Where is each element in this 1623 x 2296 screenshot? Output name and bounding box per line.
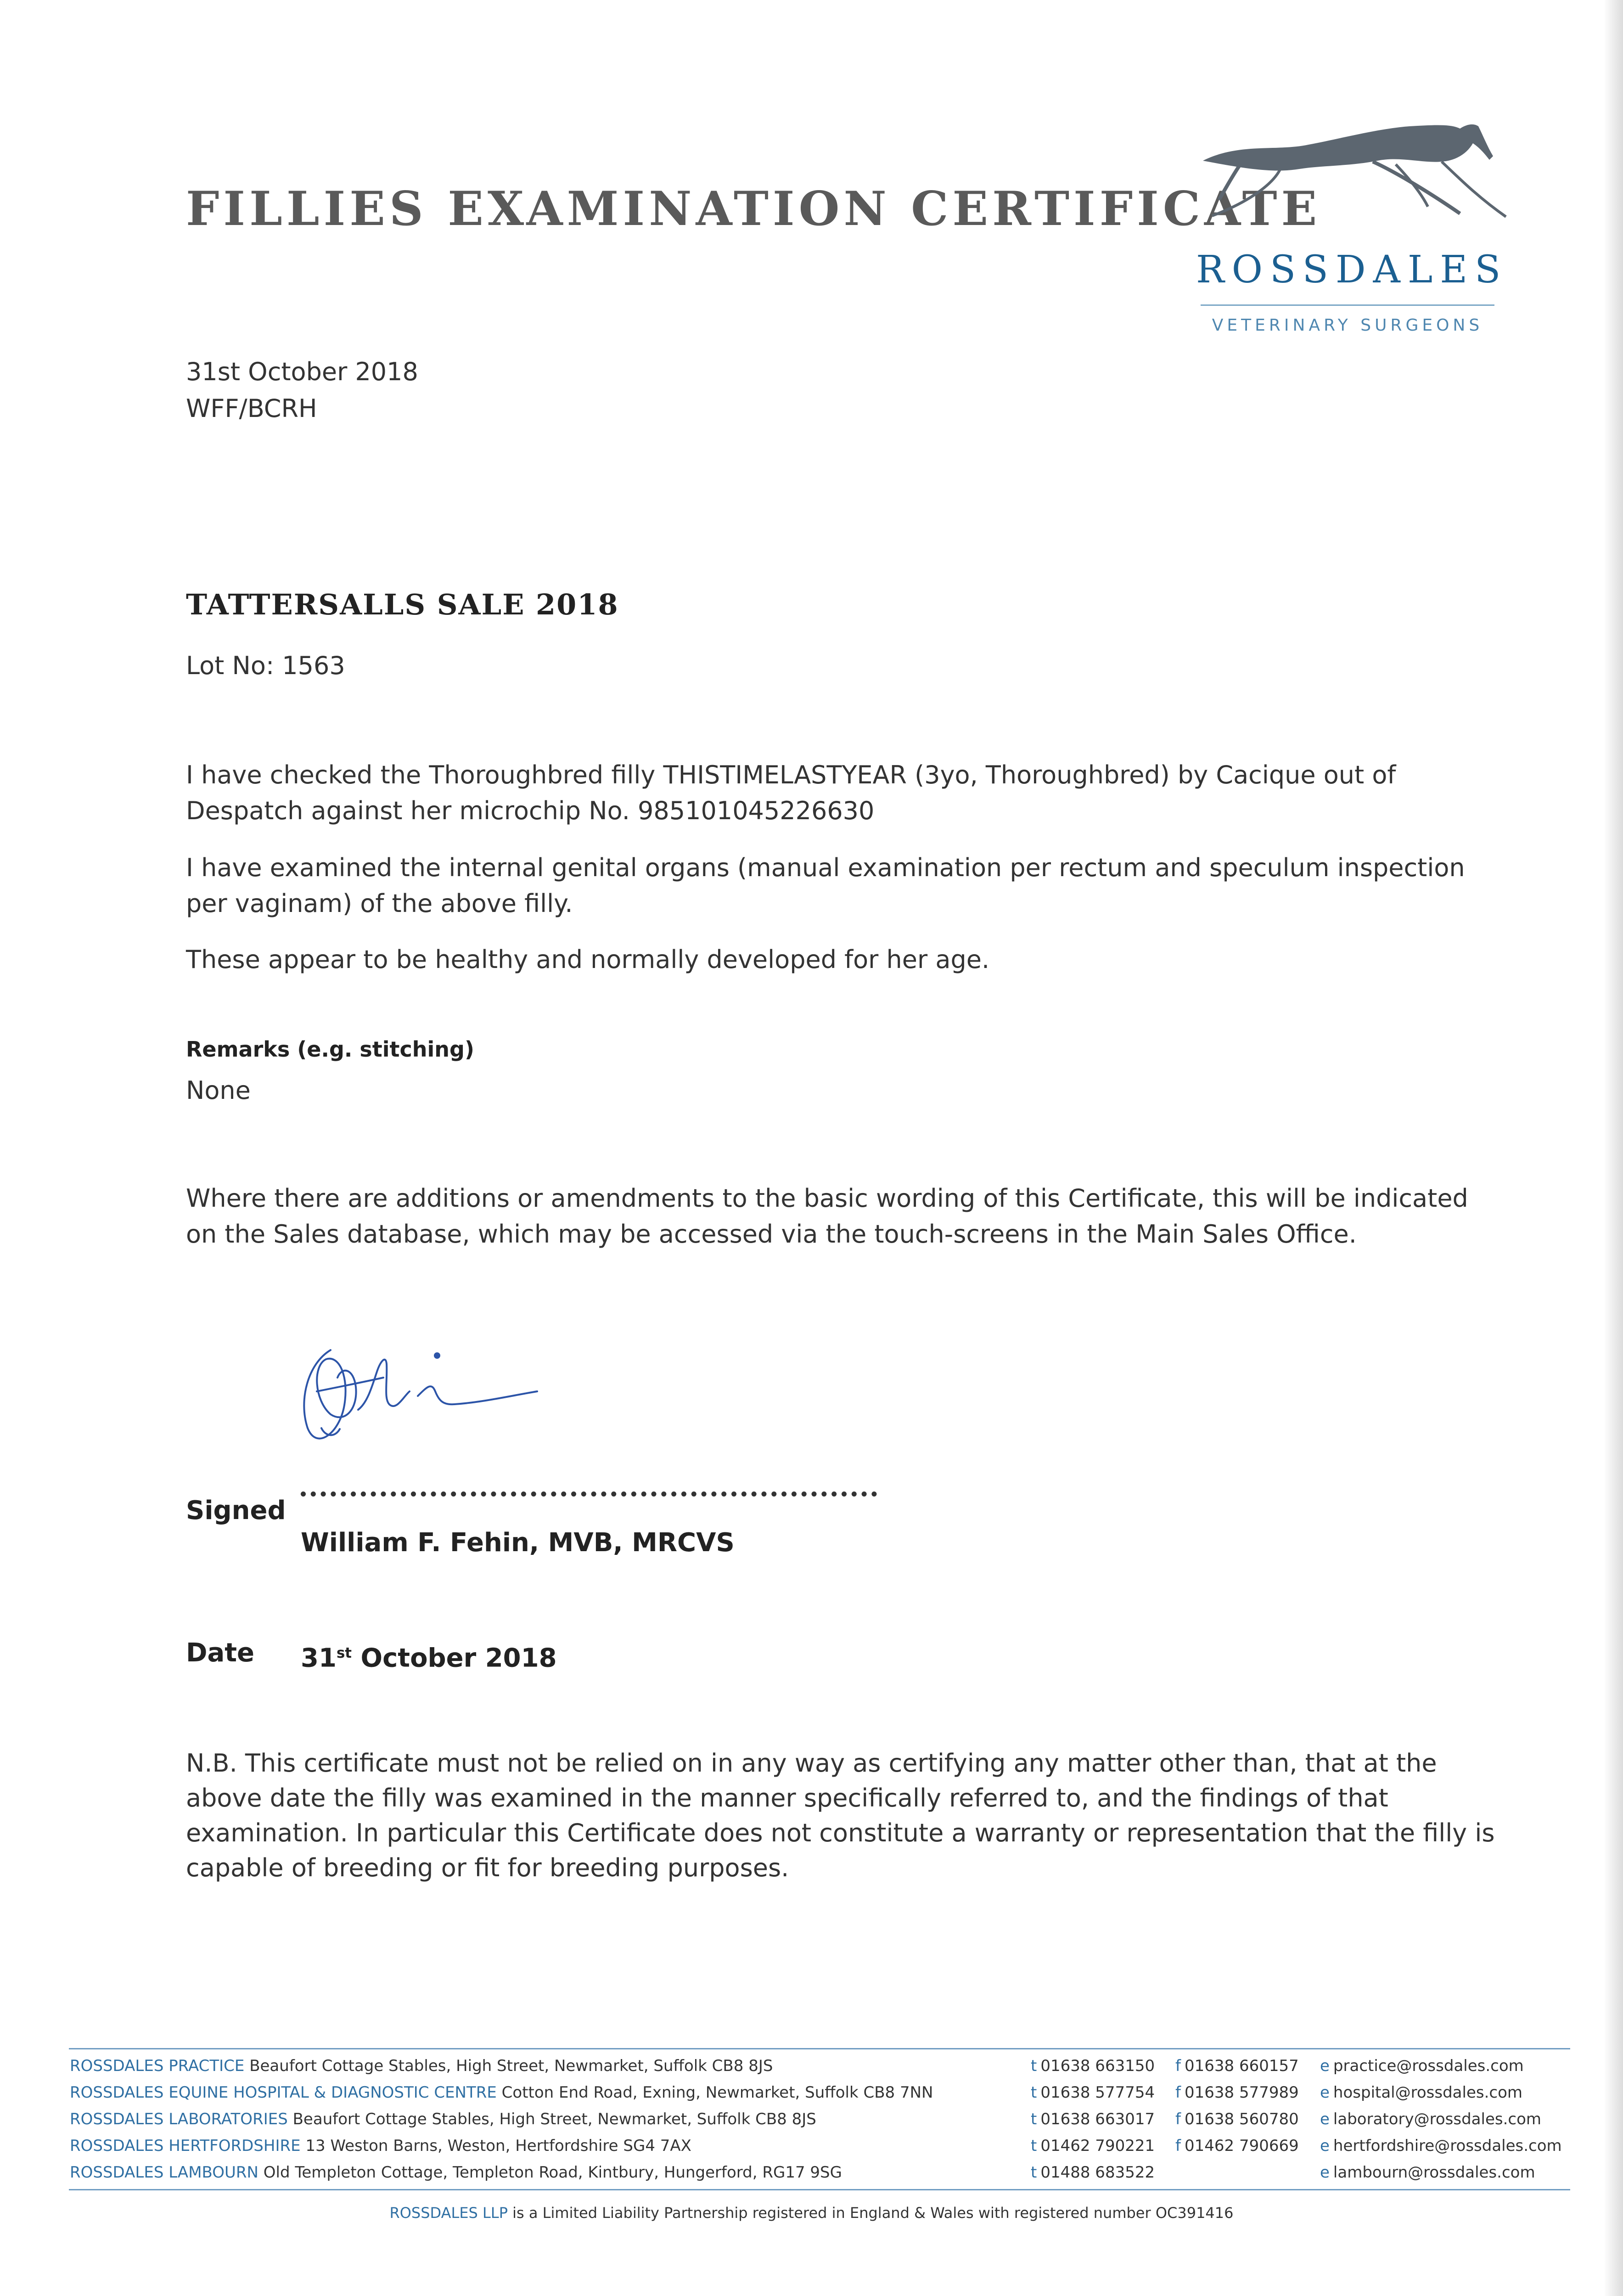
handwritten-signature	[289, 1322, 583, 1469]
footer-phone	[1031, 2079, 1155, 2106]
footer-email-value: practice@rossdales.com	[1333, 2057, 1524, 2075]
paragraph-4-line-2: on the Sales database, which may be accessed via the touch-screens in the Main Sales Office.	[186, 1220, 1357, 1249]
sale-title: TATTERSALLS SALE 2018	[186, 588, 619, 621]
footer-fax-prefix: f	[1175, 2083, 1181, 2102]
footer-phone-value: 01638 663150	[1040, 2057, 1155, 2075]
footer-email[interactable]	[1320, 2053, 1524, 2079]
footer-fax	[1175, 2106, 1299, 2133]
paragraph-1-line-1: I have checked the Thoroughbred filly THISTIMELASTYEAR (3yo, Thoroughbred) by Cacique out of	[186, 760, 1396, 789]
footer-office-name: ROSSDALES LAMBOURN	[70, 2163, 258, 2182]
reference: WFF/BCRH	[186, 394, 317, 423]
footer-phone-value: 01638 663017	[1040, 2110, 1155, 2128]
paragraph-2-line-1: I have examined the internal genital organs (manual examination per rectum and speculum inspection	[186, 853, 1465, 882]
brand-subtitle: VETERINARY SURGEONS	[1212, 316, 1483, 335]
footer-office-address: Old Templeton Cottage, Templeton Road, Kintbury, Hungerford, RG17 9SG	[263, 2163, 842, 2182]
footer-phone-value: 01488 683522	[1040, 2163, 1155, 2182]
footer-phone	[1031, 2053, 1155, 2079]
footer-email-prefix: e	[1320, 2137, 1330, 2155]
paragraph-3: These appear to be healthy and normally developed for her age.	[186, 945, 990, 974]
footer-phone-prefix: t	[1031, 2057, 1037, 2075]
footer-office-address: Beaufort Cottage Stables, High Street, Newmarket, Suffolk CB8 8JS	[249, 2057, 773, 2075]
letter-date: 31st October 2018	[186, 357, 418, 386]
paragraph-4-line-1: Where there are additions or amendments to the basic wording of this Certificate, this will be indicated	[186, 1184, 1468, 1213]
brand-name: ROSSDALES	[1196, 248, 1508, 292]
legal-notice: ROSSDALES LLP is a Limited Liability Partnership registered in England & Wales with registered number OC391416	[389, 2204, 1234, 2222]
footer-phone	[1031, 2159, 1155, 2186]
footer-row	[70, 2053, 773, 2079]
footer-email[interactable]	[1320, 2106, 1541, 2133]
footer-email-prefix: e	[1320, 2163, 1330, 2182]
footer-phone-value: 01462 790221	[1040, 2137, 1155, 2155]
nb-line-4: capable of breeding or fit for breeding purposes.	[186, 1853, 789, 1882]
footer-office-address: Beaufort Cottage Stables, High Street, Newmarket, Suffolk CB8 8JS	[292, 2110, 816, 2128]
footer-fax	[1175, 2079, 1299, 2106]
footer-email[interactable]	[1320, 2159, 1535, 2186]
footer-office-name: ROSSDALES HERTFORDSHIRE	[70, 2137, 301, 2155]
signed-label: Signed	[186, 1496, 286, 1525]
footer-email-value: lambourn@rossdales.com	[1333, 2163, 1535, 2182]
footer-phone-prefix: t	[1031, 2110, 1037, 2128]
remarks-value: None	[186, 1076, 251, 1105]
footer-row	[70, 2079, 933, 2106]
footer-bottom-rule	[69, 2189, 1570, 2190]
footer-phone-prefix: t	[1031, 2137, 1037, 2155]
footer-fax-value: 01638 577989	[1184, 2083, 1299, 2102]
footer-fax	[1175, 2053, 1299, 2079]
paragraph-2-line-2: per vaginam) of the above filly.	[186, 889, 573, 918]
paragraph-1-line-2: Despatch against her microchip No. 985101045226630	[186, 796, 875, 825]
footer-fax-prefix: f	[1175, 2057, 1181, 2075]
footer-top-rule	[69, 2048, 1570, 2049]
nb-line-2: above date the filly was examined in the manner specifically referred to, and the findings of that	[186, 1784, 1388, 1812]
footer-email[interactable]	[1320, 2079, 1522, 2106]
nb-line-3: examination. In particular this Certificate does not constitute a warranty or representation that the filly is	[186, 1818, 1495, 1847]
scan-edge-shadow	[1605, 0, 1623, 2296]
footer-email-prefix: e	[1320, 2057, 1330, 2075]
signer-name: William F. Fehin, MVB, MRCVS	[301, 1528, 735, 1558]
footer-phone-value: 01638 577754	[1040, 2083, 1155, 2102]
footer-fax-prefix: f	[1175, 2110, 1181, 2128]
footer-phone	[1031, 2133, 1155, 2159]
footer-phone-prefix: t	[1031, 2163, 1037, 2182]
brand-divider	[1201, 304, 1494, 306]
footer-office-address: Cotton End Road, Exning, Newmarket, Suffolk CB8 7NN	[501, 2083, 933, 2102]
signed-date: 31st October 2018	[301, 1643, 557, 1673]
remarks-label: Remarks (e.g. stitching)	[186, 1037, 474, 1062]
footer-email-value: hospital@rossdales.com	[1333, 2083, 1523, 2102]
footer-row	[70, 2106, 816, 2133]
footer-office-name: ROSSDALES PRACTICE	[70, 2057, 245, 2075]
lot-number: Lot No: 1563	[186, 651, 345, 680]
horse-logo-icon	[1185, 110, 1515, 349]
date-label: Date	[186, 1638, 255, 1668]
footer-office-name: ROSSDALES LABORATORIES	[70, 2110, 288, 2128]
footer-fax-prefix: f	[1175, 2137, 1181, 2155]
nb-line-1: N.B. This certificate must not be relied on in any way as certifying any matter other than, that at the	[186, 1749, 1437, 1778]
footer-email-value: laboratory@rossdales.com	[1333, 2110, 1542, 2128]
footer-fax-value: 01638 560780	[1184, 2110, 1299, 2128]
footer-office-address: 13 Weston Barns, Weston, Hertfordshire SG4 7AX	[305, 2137, 691, 2155]
footer-phone	[1031, 2106, 1155, 2133]
footer-phone-prefix: t	[1031, 2083, 1037, 2102]
footer-fax-value: 01638 660157	[1184, 2057, 1299, 2075]
footer-email[interactable]	[1320, 2133, 1562, 2159]
footer-row	[70, 2159, 842, 2186]
page-title: FILLIES EXAMINATION CERTIFICATE	[186, 181, 1321, 236]
footer-email-value: hertfordshire@rossdales.com	[1333, 2137, 1562, 2155]
footer-fax-value: 01462 790669	[1184, 2137, 1299, 2155]
footer-email-prefix: e	[1320, 2110, 1330, 2128]
footer-office-name: ROSSDALES EQUINE HOSPITAL & DIAGNOSTIC CENTRE	[70, 2083, 497, 2102]
footer-email-prefix: e	[1320, 2083, 1330, 2102]
footer-row	[70, 2133, 691, 2159]
footer-fax	[1175, 2133, 1299, 2159]
signature-line	[301, 1491, 877, 1497]
